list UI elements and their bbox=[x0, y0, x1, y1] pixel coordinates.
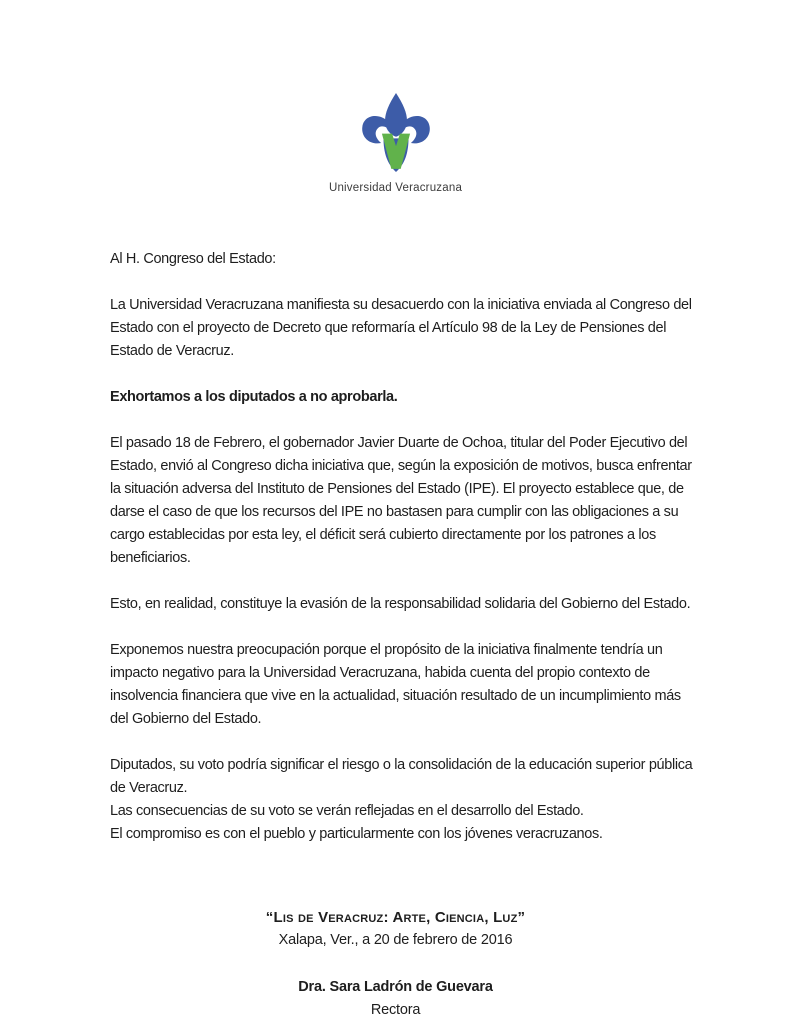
university-logo bbox=[0, 0, 791, 194]
paragraph-intro: La Universidad Veracruzana manifiesta su desacuerdo con la iniciativa enviada al Congreso del Estado con el proyecto de Decreto que reformaría el Artículo 98 de la Ley de Pensiones del Estado de Veracruz. bbox=[110, 297, 692, 359]
closing-line: Diputados, su voto podría significar el riesgo o la consolidación de la educación superior pública de Veracruz. bbox=[110, 757, 693, 796]
logo-caption: Universidad Veracruzana bbox=[328, 182, 463, 194]
letter-footer bbox=[0, 906, 791, 1022]
salutation: Al H. Congreso del Estado: bbox=[110, 251, 276, 267]
dateline: Xalapa, Ver., a 20 de febrero de 2016 bbox=[278, 932, 513, 948]
university-motto: “Lis de Veracruz: Arte, Ciencia, Luz” bbox=[265, 909, 526, 926]
fleur-center-petal bbox=[385, 93, 407, 137]
signature-name: Dra. Sara Ladrón de Guevara bbox=[298, 979, 493, 995]
letter-body bbox=[110, 248, 702, 846]
paragraph-exhortation: Exhortamos a los diputados a no aprobarla. bbox=[110, 389, 398, 405]
fleur-de-lis-icon bbox=[350, 93, 442, 179]
closing-line: Las consecuencias de su voto se verán reflejadas en el desarrollo del Estado. bbox=[110, 803, 584, 819]
signature-title: Rectora bbox=[370, 1002, 421, 1018]
paragraph-evasion: Esto, en realidad, constituye la evasión de la responsabilidad solidaria del Gobierno del Estado. bbox=[110, 596, 691, 612]
paragraph-initiative: El pasado 18 de Febrero, el gobernador Javier Duarte de Ochoa, titular del Poder Ejecutivo del Estado, envió al Congreso dicha iniciativa que, según la exposición de motivos, busca enfrentar la situación adversa del Instituto de Pensiones del Estado (IPE). El proyecto establece que, de darse el caso de que los recursos del IPE no bastasen para cumplir con las obligaciones a su cargo establecidas por esta ley, el déficit será cubierto directamente por los patrones a los beneficiarios. bbox=[110, 435, 692, 566]
closing-lines bbox=[110, 754, 702, 846]
signature-block bbox=[0, 976, 791, 1022]
closing-line: El compromiso es con el pueblo y particularmente con los jóvenes veracruzanos. bbox=[110, 826, 603, 842]
paragraph-concern: Exponemos nuestra preocupación porque el propósito de la iniciativa finalmente tendría un impacto negativo para la Universidad Veracruzana, habida cuenta del propio contexto de insolvencia financiera que vive en la actualidad, situación resultado de un incumplimiento más del Gobierno del Estado. bbox=[110, 642, 681, 727]
